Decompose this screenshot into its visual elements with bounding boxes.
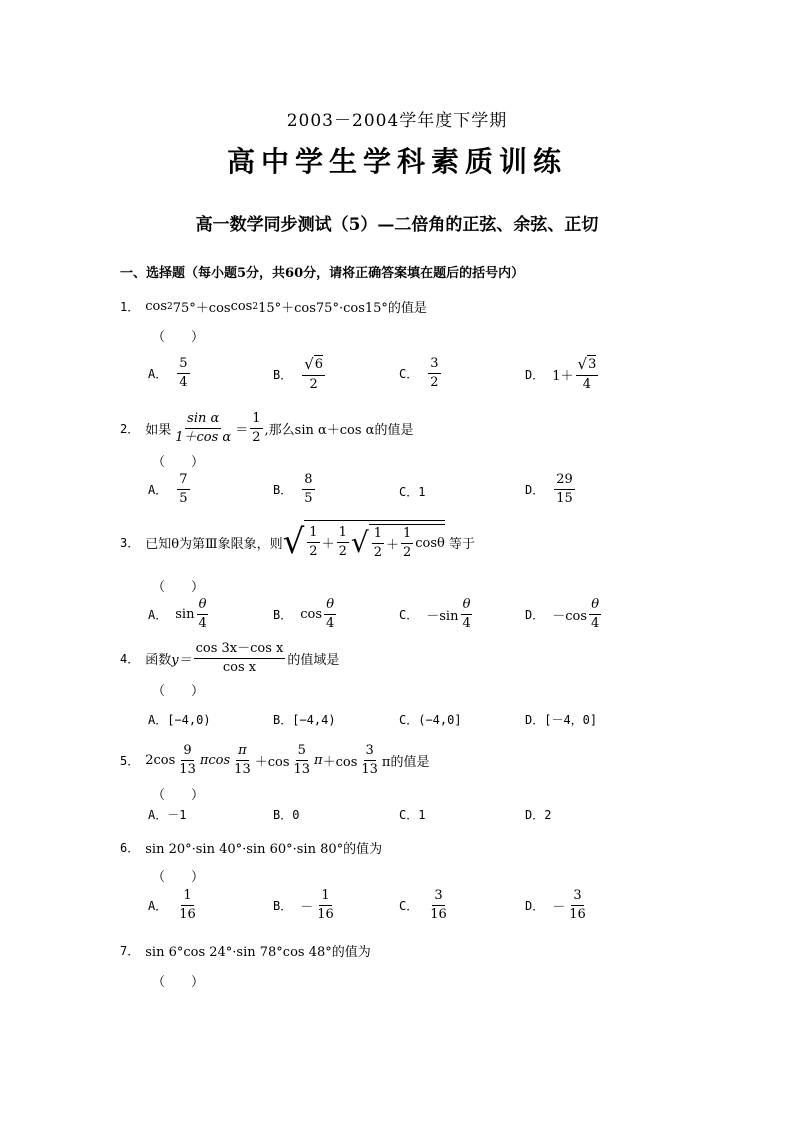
y-equals: y＝: [171, 653, 192, 668]
denominator: 13: [234, 762, 251, 777]
fraction: [177, 887, 198, 924]
fraction: [307, 524, 319, 561]
numerator: π: [236, 742, 249, 761]
q3-option-a: [148, 596, 211, 633]
option-label: B．[−4,4): [273, 713, 336, 727]
numerator: 3: [364, 742, 376, 761]
denominator: 4: [591, 616, 600, 631]
question-5: [120, 742, 429, 779]
option-label: C．1: [399, 808, 426, 822]
q5-option-b: [273, 806, 307, 823]
denominator: 13: [293, 762, 311, 777]
numerator: sin α: [185, 410, 221, 429]
answer-paren-6[interactable]: （ ）: [152, 870, 205, 885]
q5-option-a: [148, 806, 194, 823]
q1-option-b: [273, 355, 327, 394]
sqrt: [304, 355, 323, 374]
q5-option-d: [525, 806, 559, 823]
fraction: [359, 742, 380, 779]
pi: π: [314, 753, 323, 768]
denominator: 5: [179, 491, 188, 506]
option-label: B．: [273, 368, 293, 382]
q5-option-c: [399, 806, 433, 823]
denominator: 13: [361, 762, 378, 777]
q1-option-d: [525, 355, 600, 394]
option-label: A．: [148, 483, 168, 497]
prefix: －: [300, 900, 314, 915]
q3-option-c: [399, 596, 475, 633]
radical-sign: √: [282, 522, 305, 562]
fraction: [337, 524, 349, 561]
numerator: θ: [197, 596, 209, 615]
q3-post: 等于: [448, 536, 475, 552]
radicand: 3: [588, 357, 597, 372]
option-label: B．: [273, 899, 293, 913]
radicand: [304, 520, 445, 564]
denominator: 2: [252, 430, 261, 445]
plus: ＋: [385, 537, 399, 553]
fraction: [196, 596, 208, 633]
option-label: A．: [148, 608, 168, 622]
outer-sqrt: [283, 520, 445, 564]
denominator: 2: [430, 375, 439, 390]
exam-title: 高中学生学科素质训练: [226, 145, 567, 178]
prefix: －: [552, 900, 566, 915]
q1-exp: 2: [167, 301, 173, 312]
q2-option-a: [148, 471, 192, 508]
q1-text-b: 15°＋cos75°·cos15°的值是: [258, 301, 427, 316]
fraction: [302, 355, 325, 394]
question-3: [120, 520, 475, 564]
denominator: 13: [179, 762, 196, 777]
radicand: [369, 524, 445, 562]
inner-sqrt: [351, 524, 445, 562]
fraction: [173, 410, 233, 447]
denominator: 4: [198, 616, 207, 631]
prefix: 1＋: [552, 369, 574, 384]
term: πcos: [199, 753, 231, 768]
question-number: 7．: [120, 944, 140, 958]
q1-exp2: 2: [252, 301, 259, 312]
fraction: [428, 355, 440, 392]
question-number: 1．: [120, 300, 140, 314]
plus: ＋: [321, 537, 335, 552]
denominator: 16: [179, 907, 196, 922]
fraction: [232, 742, 253, 779]
answer-paren-7[interactable]: （ ）: [152, 975, 205, 990]
numerator: 7: [177, 471, 189, 490]
fraction: [372, 525, 384, 562]
denominator: 2: [338, 544, 347, 559]
option-label: C．: [399, 608, 419, 622]
sqrt: [578, 355, 597, 374]
denominator: 15: [556, 491, 573, 506]
option-label: D．[－4，0]: [525, 713, 598, 727]
question-number: 4．: [120, 652, 140, 666]
denominator: 16: [569, 907, 586, 922]
denominator: 2: [309, 544, 318, 559]
option-label: D．: [525, 608, 545, 622]
answer-paren-1[interactable]: （ ）: [152, 330, 205, 345]
numerator: 1: [337, 524, 349, 543]
numerator: θ: [324, 596, 336, 615]
numerator: 3: [432, 887, 444, 906]
question-7: [120, 941, 371, 960]
numerator: 1: [319, 887, 331, 906]
numerator: θ: [461, 596, 473, 615]
q3-option-d: [525, 596, 603, 633]
question-4: [120, 640, 339, 677]
numerator: [576, 355, 599, 376]
fraction: [589, 596, 601, 633]
numerator: cos 3x－cos x: [194, 640, 286, 659]
numerator: 1: [250, 410, 262, 429]
fraction: [292, 742, 313, 779]
option-label: C．1: [399, 485, 426, 499]
term: 2cos: [145, 753, 176, 768]
answer-paren-3[interactable]: （ ）: [152, 580, 205, 595]
option-label: B．0: [273, 808, 300, 822]
option-label: D．: [525, 899, 545, 913]
denominator: 4: [462, 616, 471, 631]
q6-option-d: [525, 887, 590, 924]
option-label: D．: [525, 483, 545, 497]
prefix: －cos: [552, 609, 588, 624]
numerator: 1: [401, 525, 413, 544]
fraction: [460, 596, 472, 633]
question-1: [120, 297, 427, 316]
q4-option-d: [525, 711, 605, 728]
option-label: D．2: [525, 808, 552, 822]
fraction: [401, 525, 413, 562]
fraction: [567, 887, 588, 924]
numerator: 1: [372, 525, 384, 544]
option-label: D．: [525, 368, 545, 382]
numerator: 3: [428, 355, 440, 374]
q4-option-b: [273, 711, 344, 728]
option-label: C．: [399, 899, 419, 913]
q2-option-c: [399, 483, 433, 500]
numerator: 3: [571, 887, 583, 906]
denominator: 16: [317, 907, 334, 922]
denominator: 4: [326, 616, 335, 631]
numerator: 8: [302, 471, 314, 490]
exam-year: 2003－2004学年度下学期: [286, 111, 508, 131]
q1-term: cos: [145, 299, 168, 314]
option-label: B．: [273, 483, 293, 497]
fraction: [428, 887, 449, 924]
radicand: 6: [314, 357, 324, 372]
term: ＋cos: [254, 755, 290, 770]
q2-post: ,那么sin α＋cos α的值是: [264, 423, 414, 438]
numerator: 5: [177, 355, 189, 374]
numerator: 1: [307, 524, 319, 543]
question-number: 2．: [120, 422, 140, 436]
question-2: [120, 410, 413, 447]
section-heading: 一、选择题（每小题5分，共60分，请将正确答案填在题后的括号内）: [120, 266, 525, 281]
q4-option-c: [399, 711, 470, 728]
prefix: －sin: [426, 609, 459, 624]
question-number: 5．: [120, 754, 140, 768]
q3-pre: 已知θ为第Ⅲ象限象，则: [145, 536, 283, 552]
fraction: [177, 355, 189, 392]
fraction: [194, 640, 286, 677]
fraction: [177, 742, 198, 779]
q6-text: sin 20°·sin 40°·sin 60°·sin 80°的值为: [145, 842, 383, 857]
fraction: [177, 471, 189, 508]
question-6: [120, 838, 382, 857]
denominator: 2: [373, 544, 382, 560]
denominator: 2: [403, 544, 412, 560]
answer-paren-5[interactable]: （ ）: [152, 788, 205, 803]
q4-option-a: [148, 711, 219, 728]
q2-option-b: [273, 471, 317, 508]
fraction: [250, 410, 262, 447]
option-label: A．: [148, 899, 168, 913]
q3-option-b: [273, 596, 338, 633]
fraction: [554, 471, 575, 508]
fraction: [302, 471, 314, 508]
fraction: [315, 887, 336, 924]
option-label: C．: [399, 367, 419, 381]
denominator: 4: [582, 377, 592, 392]
q4-pre: 函数: [145, 653, 172, 668]
numerator: 5: [296, 742, 308, 761]
fraction: [576, 355, 599, 394]
denominator: 16: [430, 907, 447, 922]
denominator: cos x: [222, 660, 257, 675]
numerator: 1: [181, 887, 193, 906]
q6-option-a: [148, 887, 200, 924]
numerator: 29: [554, 471, 575, 490]
q2-pre: 如果: [145, 423, 172, 438]
prefix: sin: [175, 607, 195, 622]
option-label: A．－1: [148, 808, 187, 822]
prefix: cos: [300, 607, 323, 622]
radical-sign: √: [304, 355, 314, 373]
q1-term2: cos: [230, 299, 253, 314]
fraction: [324, 596, 336, 633]
numerator: 9: [181, 742, 193, 761]
radical-sign: √: [350, 525, 369, 559]
equals: ＝: [235, 423, 249, 438]
term: ＋cos: [322, 755, 358, 770]
option-label: C．(−4,0]: [399, 713, 462, 727]
radical-sign: √: [577, 355, 588, 373]
q1-option-a: [148, 355, 192, 392]
q7-text: sin 6°cos 24°·sin 78°cos 48°的值为: [145, 945, 371, 960]
exam-subtitle: 高一数学同步测试（5）—二倍角的正弦、余弦、正切: [195, 215, 599, 235]
cos-theta: cosθ: [415, 535, 445, 551]
q4-post: 的值域是: [287, 653, 340, 668]
q6-option-c: [399, 887, 451, 924]
question-number: 3．: [120, 535, 140, 550]
answer-paren-2[interactable]: （ ）: [152, 455, 205, 470]
question-number: 6．: [120, 841, 140, 855]
q1-option-c: [399, 355, 443, 392]
denominator: 2: [309, 377, 318, 392]
answer-paren-4[interactable]: （ ）: [152, 684, 205, 699]
numerator: [302, 355, 325, 376]
q5-post: π的值是: [381, 755, 430, 770]
q1-text-a: 75°＋cos: [172, 301, 231, 316]
denominator: 1＋cos α: [175, 430, 232, 445]
numerator: θ: [589, 596, 601, 615]
denominator: 4: [179, 375, 188, 390]
option-label: B．: [273, 608, 293, 622]
q2-option-d: [525, 471, 577, 508]
denominator: 5: [304, 491, 313, 506]
option-label: A．: [148, 367, 168, 381]
q6-option-b: [273, 887, 338, 924]
option-label: A．[−4,0): [148, 713, 211, 727]
